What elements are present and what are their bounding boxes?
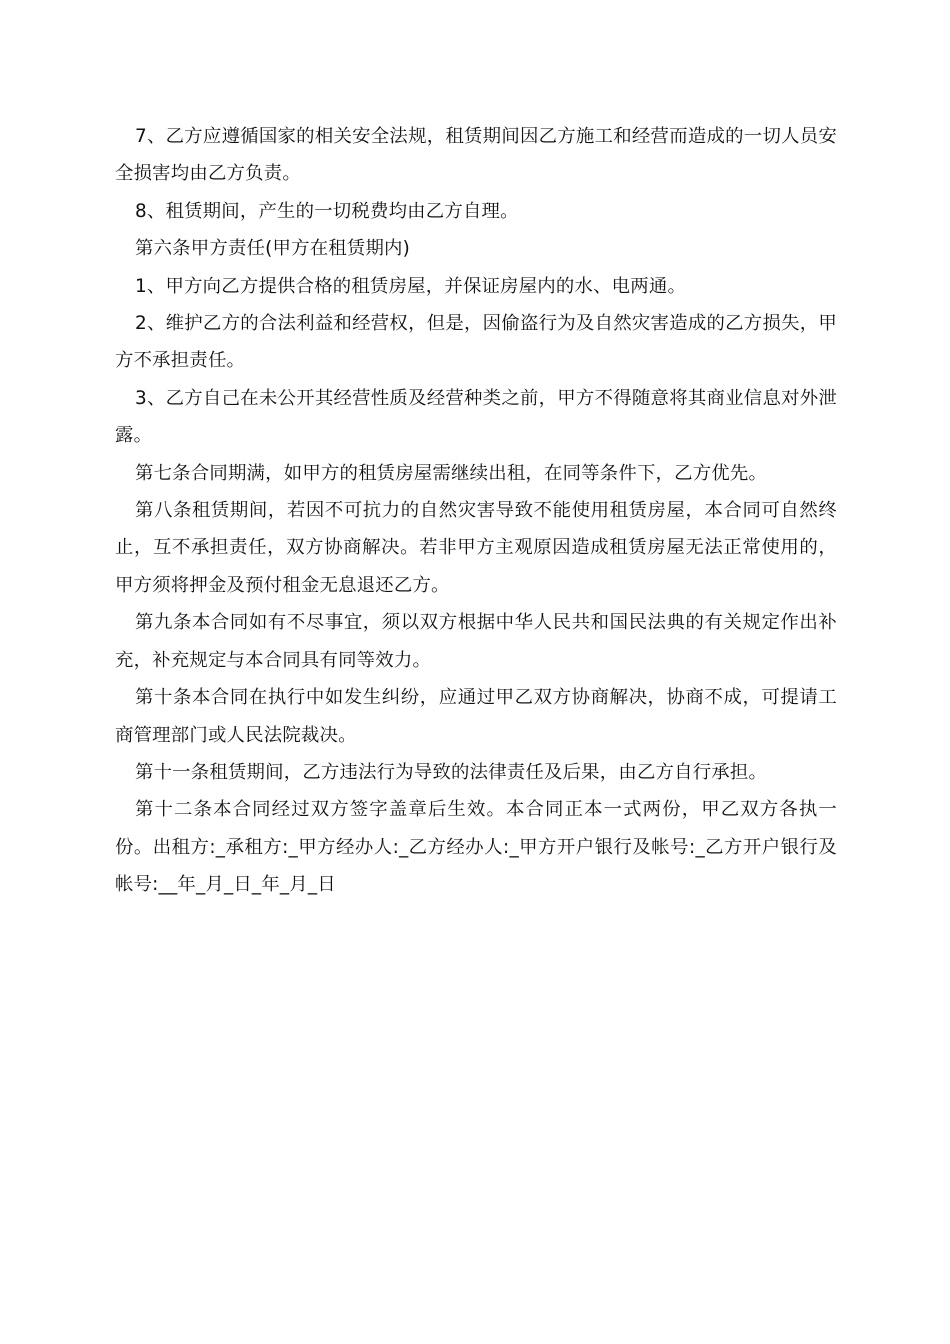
clause-7-safety: 7、乙方应遵循国家的相关安全法规，租赁期间因乙方施工和经营而造成的一切人员安全损害均由乙方负责。: [115, 126, 837, 185]
article-10: 第十条本合同在执行中如发生纠纷，应通过甲乙双方协商解决，协商不成，可提请工商管理部门或人民法院裁决。: [115, 687, 837, 746]
article-8: 第八条租赁期间，若因不可抗力的自然灾害导致不能使用租赁房屋，本合同可自然终止，互不承担责任，双方协商解决。若非甲方主观原因造成租赁房屋无法正常使用的，甲方须将押金及预付租金无息退还乙方。: [115, 500, 837, 596]
article-11: 第十一条租赁期间，乙方违法行为导致的法律责任及后果，由乙方自行承担。: [135, 761, 768, 783]
document-body: [115, 118, 837, 904]
article-6-item-3: 3、乙方自己在未公开其经营性质及经营种类之前，甲方不得随意将其商业信息对外泄露。: [115, 387, 837, 447]
article-6-heading: 第六条甲方责任(甲方在租赁期内): [135, 238, 411, 260]
article-9: 第九条本合同如有不尽事宜，须以双方根据中华人民共和国民法典的有关规定作出补充，补充规定与本合同具有同等效力。: [115, 612, 837, 671]
article-12-signatures: 第十二条本合同经过双方签字盖章后生效。本合同正本一式两份，甲乙双方各执一份。出租方:_承租方:_甲方经办人:_乙方经办人:_甲方开户银行及帐号:_乙方开户银行及帐号:__年_月_日_年_月_日: [115, 799, 837, 896]
article-7: 第七条合同期满，如甲方的租赁房屋需继续出租，在同等条件下，乙方优先。: [135, 462, 768, 484]
clause-8-taxes: 8、租赁期间，产生的一切税费均由乙方自理。: [135, 200, 519, 222]
article-6-item-2: 2、维护乙方的合法利益和经营权，但是，因偷盗行为及自然灾害造成的乙方损失，甲方不承担责任。: [115, 313, 837, 372]
article-6-item-1: 1、甲方向乙方提供合格的租赁房屋，并保证房屋内的水、电两通。: [135, 275, 687, 297]
